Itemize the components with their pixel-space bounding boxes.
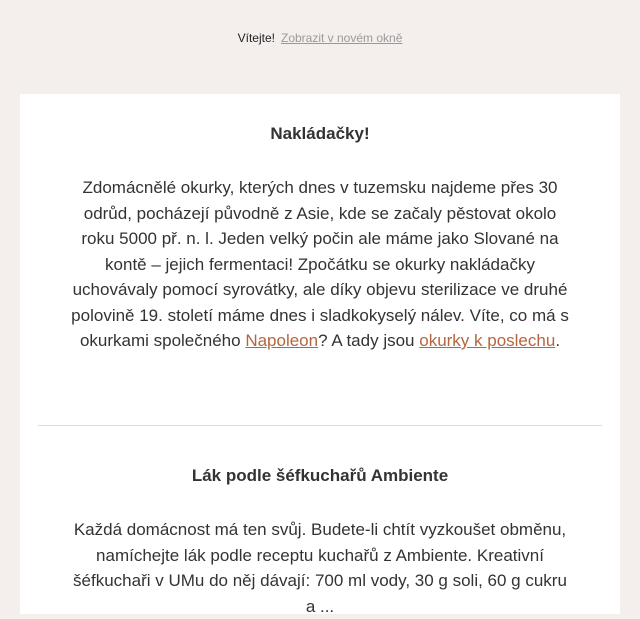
section-pickles bbox=[20, 94, 620, 354]
text-part: Zdomácnělé okurky, kterých dnes v tuzemsku najdeme přes 30 odrůd, pocházejí původně z Asie, kde se začaly pěstovat okolo roku 5000 př. n. l. Jeden velký počin ale máme jako Slované na kontě – jejich fermentaci! Zpočátku se okurky nakládačky uchovávaly pomocí syrovátky, ale díky objevu sterilizace ve druhé polovině 19. století máme dnes i sladkokyselý nálev. Víte, co má s okurkami společného bbox=[71, 178, 569, 350]
section-divider bbox=[38, 425, 602, 426]
section-title: Nakládačky! bbox=[270, 124, 370, 143]
text-part: . bbox=[555, 331, 561, 350]
section-title: Lák podle šéfkuchařů Ambiente bbox=[191, 466, 449, 485]
section-text: Každá domácnost má ten svůj. Budete-li chtít vyzkoušet obměnu, namíchejte lák podle receptu kuchařů z Ambiente. Kreativní šéfkuchaři v UMu do něj dávají: 700 ml vody, 30 g soli, 60 g cukru a ... bbox=[73, 520, 567, 616]
welcome-text: Vítejte! bbox=[237, 31, 275, 45]
email-header bbox=[0, 0, 640, 94]
newsletter-card bbox=[20, 94, 620, 614]
napoleon-link[interactable]: Napoleon bbox=[245, 331, 319, 350]
open-in-new-window-link[interactable]: Zobrazit v novém okně bbox=[280, 31, 403, 45]
section-brine-recipe bbox=[20, 466, 620, 619]
pickles-listen-link[interactable]: okurky k poslechu bbox=[419, 331, 556, 350]
section-text bbox=[70, 144, 570, 354]
text-part: ? A tady jsou bbox=[318, 331, 420, 350]
